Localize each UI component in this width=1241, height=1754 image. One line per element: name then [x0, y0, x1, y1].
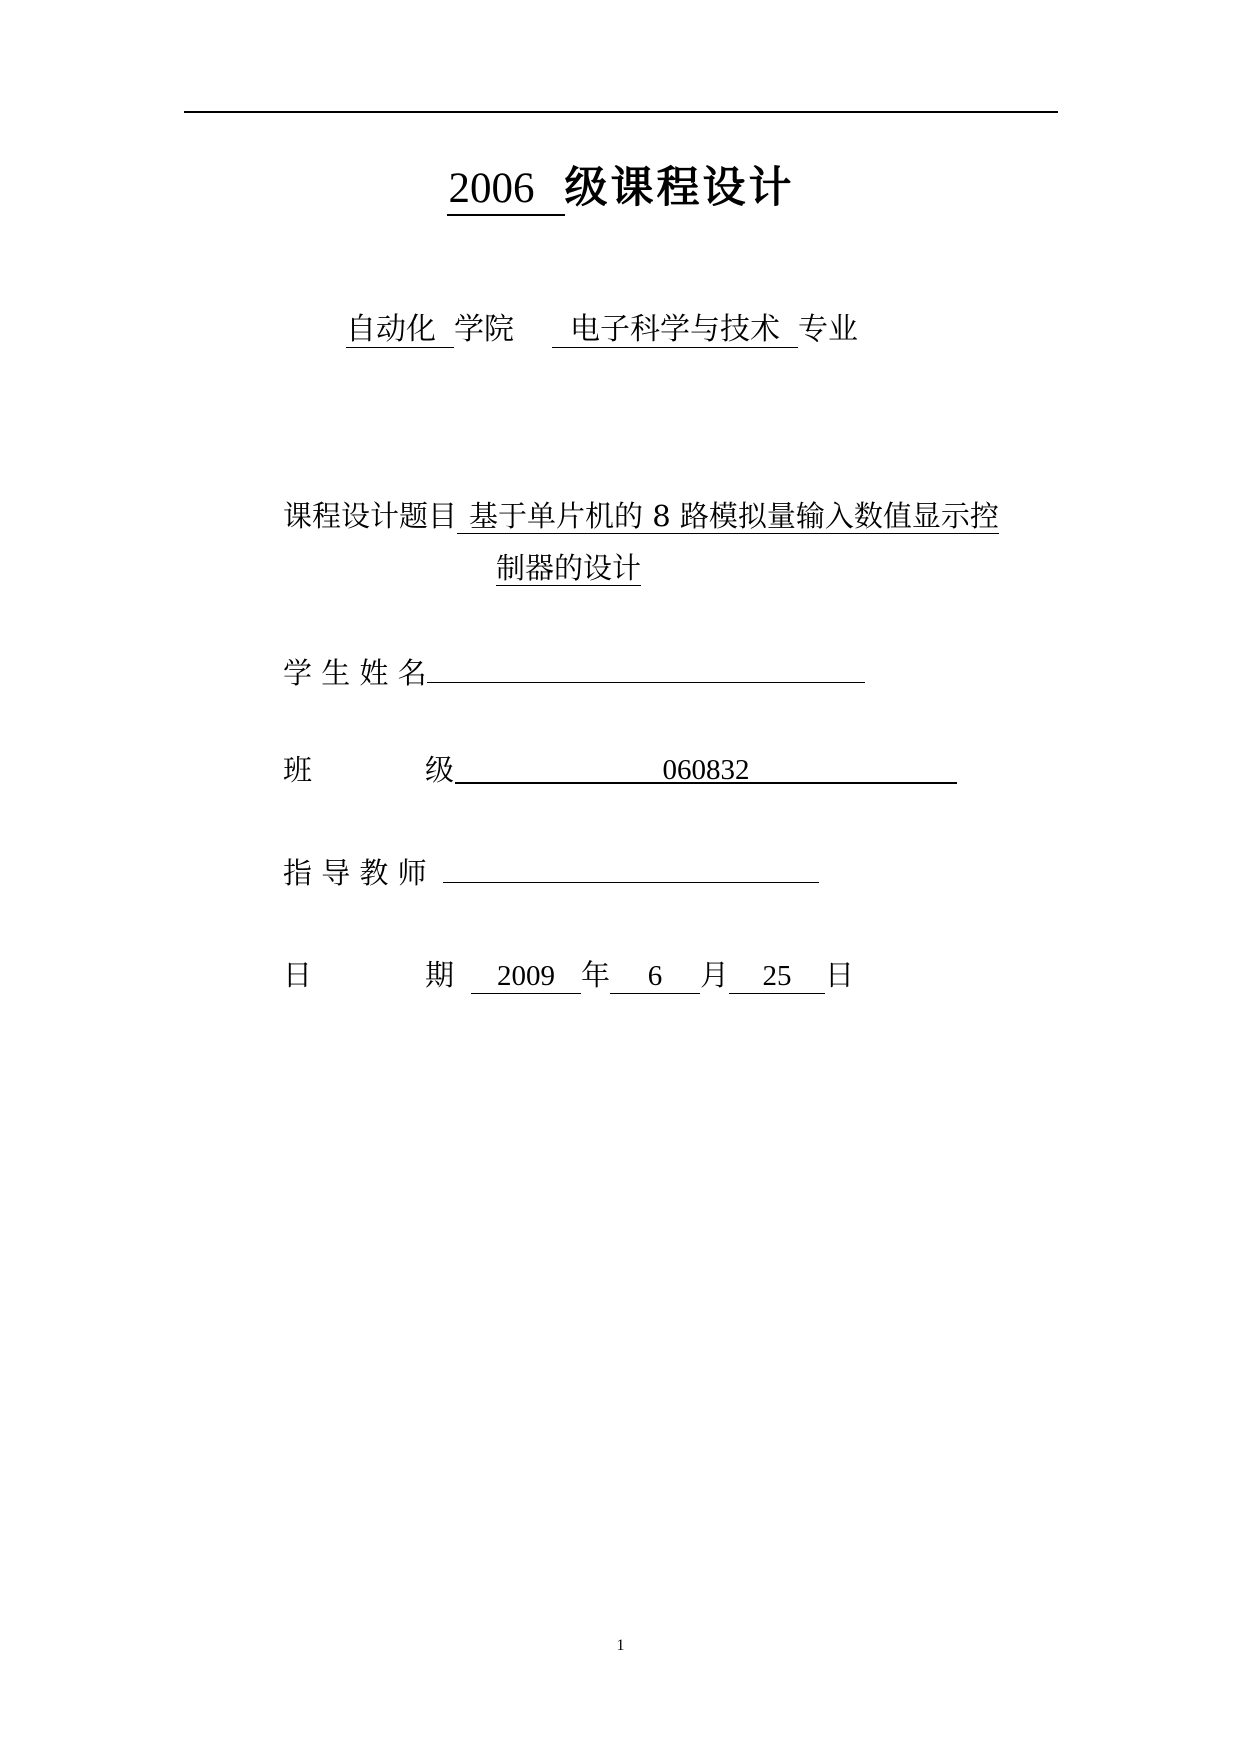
date-label-char1: 日 — [283, 958, 313, 992]
topic-label: 课程设计题目 — [283, 499, 458, 533]
student-name-row — [283, 652, 865, 693]
date-month: 6 — [610, 959, 700, 994]
header-rule — [184, 111, 1058, 113]
major-label: 专业 — [798, 312, 858, 347]
student-name-field — [427, 652, 865, 683]
school-label: 学院 — [454, 312, 514, 347]
teacher-label: 指 导 教 师 — [283, 856, 427, 890]
class-label-char2: 级 — [425, 753, 455, 787]
date-value — [471, 955, 854, 995]
topic-value-line1: 基于单片机的 8 路模拟量输入数值显示控 — [457, 499, 999, 534]
document-title — [0, 160, 1241, 216]
class-row — [283, 750, 750, 790]
class-label-char1: 班 — [283, 753, 313, 787]
topic-value-line2: 制器的设计 — [496, 551, 642, 585]
date-year: 2009 — [471, 959, 581, 994]
date-day: 25 — [729, 959, 825, 994]
date-label-char2: 期 — [425, 958, 455, 992]
school-value: 自动化 — [346, 313, 454, 348]
department-line — [346, 310, 858, 350]
title-text: 级课程设计 — [564, 163, 795, 213]
major-value: 电子科学与技术 — [552, 313, 798, 348]
teacher-field — [443, 852, 819, 883]
topic-value-line2-row — [496, 548, 641, 588]
page-number: 1 — [616, 1637, 625, 1654]
class-value: 060832 — [455, 750, 957, 784]
topic-row — [283, 496, 999, 536]
student-name-label: 学 生 姓 名 — [283, 656, 427, 690]
date-month-unit: 月 — [700, 958, 730, 992]
date-day-unit: 日 — [825, 958, 855, 992]
date-year-unit: 年 — [581, 958, 611, 992]
date-row — [283, 955, 855, 995]
teacher-row — [283, 852, 819, 893]
title-year: 2006 — [447, 164, 565, 216]
